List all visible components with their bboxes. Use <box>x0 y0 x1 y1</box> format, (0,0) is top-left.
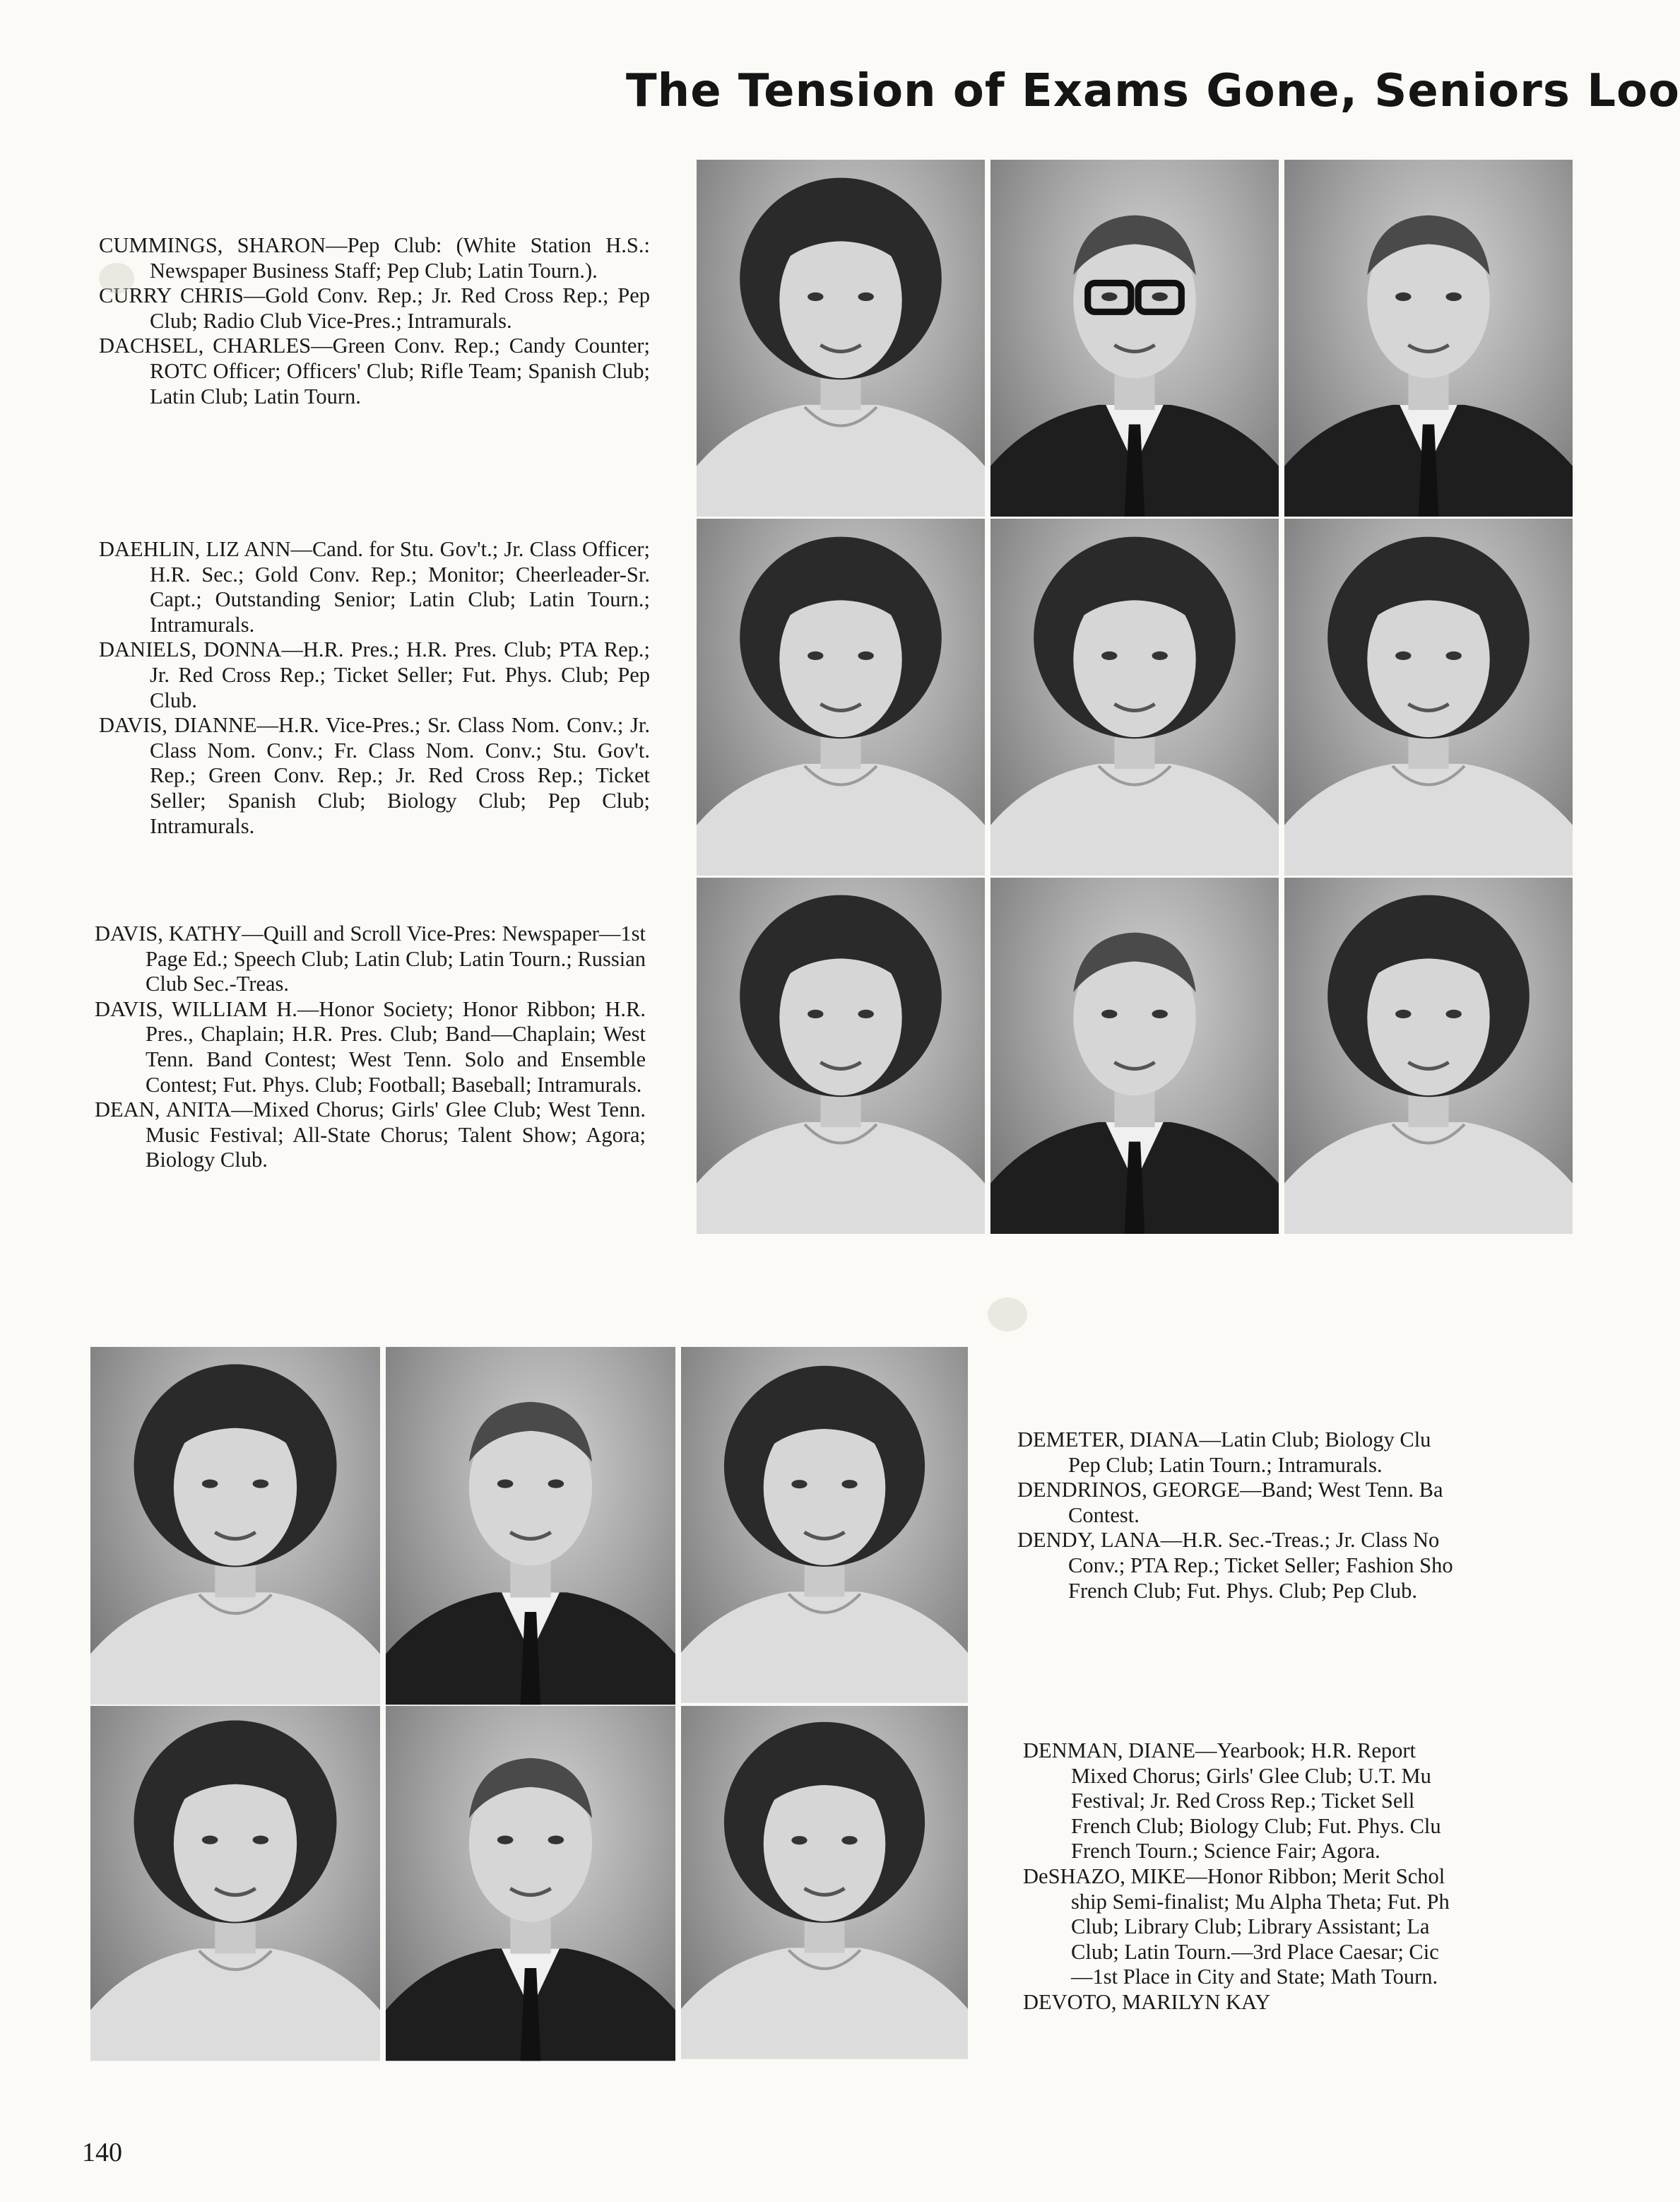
bio-line: French Club; Fut. Phys. Club; Pep Club. <box>1068 1578 1417 1603</box>
eye <box>858 652 873 660</box>
eye <box>791 1480 807 1488</box>
eye <box>497 1479 514 1488</box>
portrait-grid-bottom <box>90 1347 968 2054</box>
portrait-photo <box>697 160 985 513</box>
eye <box>1101 652 1117 660</box>
bio-line: DEMETER, DIANA—Latin Club; Biology Clu <box>1017 1427 1431 1452</box>
eye <box>202 1835 218 1844</box>
portrait-silhouette <box>1284 160 1573 513</box>
bio-block-1 <box>99 233 650 471</box>
portrait-silhouette <box>90 1347 380 1700</box>
bio-entry: DAVIS, DIANNE—H.R. Vice-Pres.; Sr. Class Nom. Conv.; Jr. Class Nom. Conv.; Fr. Class Nom. Conv.; Stu. Gov't. Rep.; Green Conv. Rep.; Jr. Red Cross Rep.; Ticket Seller; Spanish Club; Biology Club; Pep Club; Intramurals. <box>99 713 650 838</box>
eye <box>1445 1010 1461 1018</box>
bio-line: French Club; Biology Club; Fut. Phys. Clu <box>1071 1813 1441 1838</box>
portrait-photo <box>697 878 985 1230</box>
bio-line: DENDY, LANA—H.R. Sec.-Treas.; Jr. Class No <box>1017 1528 1440 1553</box>
portrait-photo <box>681 1706 968 2054</box>
eye <box>1395 1010 1411 1018</box>
eye <box>1445 652 1461 660</box>
portrait-silhouette <box>1284 878 1573 1230</box>
portrait-photo <box>681 1347 968 1700</box>
portrait-photo <box>90 1347 380 1700</box>
eye <box>858 293 873 301</box>
eye <box>1395 652 1411 660</box>
bio-line: Club; Latin Tourn.—3rd Place Caesar; Cic <box>1071 1939 1439 1964</box>
clothing <box>697 405 985 517</box>
portrait-photo <box>990 519 1279 872</box>
bio-line: Club; Library Club; Library Assistant; La <box>1071 1914 1430 1939</box>
eye <box>808 293 823 301</box>
clothing <box>90 1592 380 1705</box>
eye <box>808 652 823 660</box>
bio-line: Conv.; PTA Rep.; Ticket Seller; Fashion Sho <box>1068 1553 1453 1577</box>
portrait-silhouette <box>681 1347 968 1700</box>
bio-entry: CUMMINGS, SHARON—Pep Club: (White Station H.S.: Newspaper Business Staff; Pep Club; Latin Tourn.). <box>99 233 650 283</box>
bio-block-2 <box>99 537 650 855</box>
portrait-photo <box>90 1706 380 2054</box>
portrait-photo <box>1284 519 1573 872</box>
bio-entry: DACHSEL, CHARLES—Green Conv. Rep.; Candy Counter; ROTC Officer; Officers' Club; Rifle Team; Spanish Club; Latin Club; Latin Tourn. <box>99 334 650 408</box>
clothing <box>90 1948 380 2061</box>
clothing <box>681 1948 968 2059</box>
bio-line: Contest. <box>1068 1502 1140 1527</box>
portrait-silhouette <box>990 519 1279 872</box>
bio-block-4 <box>1017 1427 1554 1611</box>
bio-entry: DANIELS, DONNA—H.R. Pres.; H.R. Pres. Club; PTA Rep.; Jr. Red Cross Rep.; Ticket Seller; Fut. Phys. Club; Pep Club. <box>99 637 650 712</box>
eye <box>202 1479 218 1488</box>
paper-smudge <box>99 263 134 294</box>
page-title: The Tension of Exams Gone, Seniors Loo <box>626 65 1680 117</box>
eye <box>841 1480 857 1488</box>
clothing <box>697 1122 985 1234</box>
clothing <box>1284 1122 1573 1234</box>
portrait-silhouette <box>681 1706 968 2054</box>
eye <box>1445 293 1461 301</box>
bio-entry: DAVIS, WILLIAM H.—Honor Society; Honor Ribbon; H.R. Pres., Chaplain; H.R. Pres. Club; Band—Chaplain; West Tenn. Band Contest; West Tenn. Solo and Ensemble Contest; Fut. Phys. Club; Football; Baseball; Intramurals. <box>95 996 646 1097</box>
portrait-photo <box>1284 160 1573 513</box>
portrait-silhouette <box>386 1706 675 2054</box>
portrait-silhouette <box>990 878 1279 1230</box>
portrait-photo <box>697 519 985 872</box>
bio-entry: DAVIS, KATHY—Quill and Scroll Vice-Pres: Newspaper—1st Page Ed.; Speech Club; Latin Club; Latin Tourn.; Russian Club Sec.-Treas. <box>95 922 646 996</box>
eye <box>253 1479 269 1488</box>
bio-line: —1st Place in City and State; Math Tourn. <box>1071 1965 1438 1989</box>
portrait-silhouette <box>697 878 985 1230</box>
bio-line: Festival; Jr. Red Cross Rep.; Ticket Sell <box>1071 1789 1415 1813</box>
eye <box>1152 1010 1167 1018</box>
eye <box>858 1010 873 1018</box>
portrait-silhouette <box>386 1347 675 1700</box>
bio-line: Mixed Chorus; Girls' Glee Club; U.T. Mu <box>1071 1763 1431 1788</box>
portrait-photo <box>386 1706 675 2054</box>
clothing <box>990 764 1279 876</box>
eye <box>1152 293 1167 301</box>
eye <box>791 1836 807 1844</box>
bio-line: DEVOTO, MARILYN KAY <box>1023 1989 1271 2014</box>
clothing <box>1284 764 1573 876</box>
clothing <box>681 1591 968 1702</box>
portrait-grid-top <box>697 160 1554 1230</box>
portrait-silhouette <box>1284 519 1573 872</box>
portrait-silhouette <box>90 1706 380 2054</box>
bio-line: DENMAN, DIANE—Yearbook; H.R. Report <box>1023 1738 1416 1762</box>
eye <box>841 1836 857 1844</box>
portrait-silhouette <box>697 160 985 513</box>
eye <box>1152 652 1167 660</box>
bio-line: DENDRINOS, GEORGE—Band; West Tenn. Ba <box>1017 1478 1443 1502</box>
bio-entry: CURRY CHRIS—Gold Conv. Rep.; Jr. Red Cross Rep.; Pep Club; Radio Club Vice-Pres.; Intramurals. <box>99 283 650 333</box>
clothing <box>697 764 985 876</box>
portrait-silhouette <box>990 160 1279 513</box>
page-number: 140 <box>82 2138 122 2167</box>
eye <box>253 1835 269 1844</box>
bio-entry: DEAN, ANITA—Mixed Chorus; Girls' Glee Club; West Tenn. Music Festival; All-State Chorus; Talent Show; Agora; Biology Club. <box>95 1097 646 1172</box>
eye <box>1395 293 1411 301</box>
portrait-photo <box>386 1347 675 1700</box>
eye <box>548 1835 564 1844</box>
eye <box>1101 293 1117 301</box>
bio-line: ship Semi-finalist; Mu Alpha Theta; Fut. Ph <box>1071 1889 1450 1914</box>
bio-line: Pep Club; Latin Tourn.; Intramurals. <box>1068 1452 1383 1477</box>
eye <box>808 1010 823 1018</box>
portrait-photo <box>1284 878 1573 1230</box>
portrait-photo <box>990 878 1279 1230</box>
eye <box>1101 1010 1117 1018</box>
eye <box>548 1479 564 1488</box>
bio-line: French Tourn.; Science Fair; Agora. <box>1071 1839 1380 1864</box>
bio-block-3 <box>95 922 646 1220</box>
portrait-silhouette <box>697 519 985 872</box>
bio-block-5 <box>1023 1738 1554 2021</box>
eye <box>497 1835 514 1844</box>
portrait-photo <box>990 160 1279 513</box>
bio-entry: DAEHLIN, LIZ ANN—Cand. for Stu. Gov't.; Jr. Class Officer; H.R. Sec.; Gold Conv. Rep.; Monitor; Cheerleader-Sr. Capt.; Outstanding Senior; Latin Club; Latin Tourn.; Intramurals. <box>99 537 650 637</box>
paper-smudge <box>988 1297 1027 1331</box>
bio-line: DeSHAZO, MIKE—Honor Ribbon; Merit Schol <box>1023 1864 1445 1888</box>
